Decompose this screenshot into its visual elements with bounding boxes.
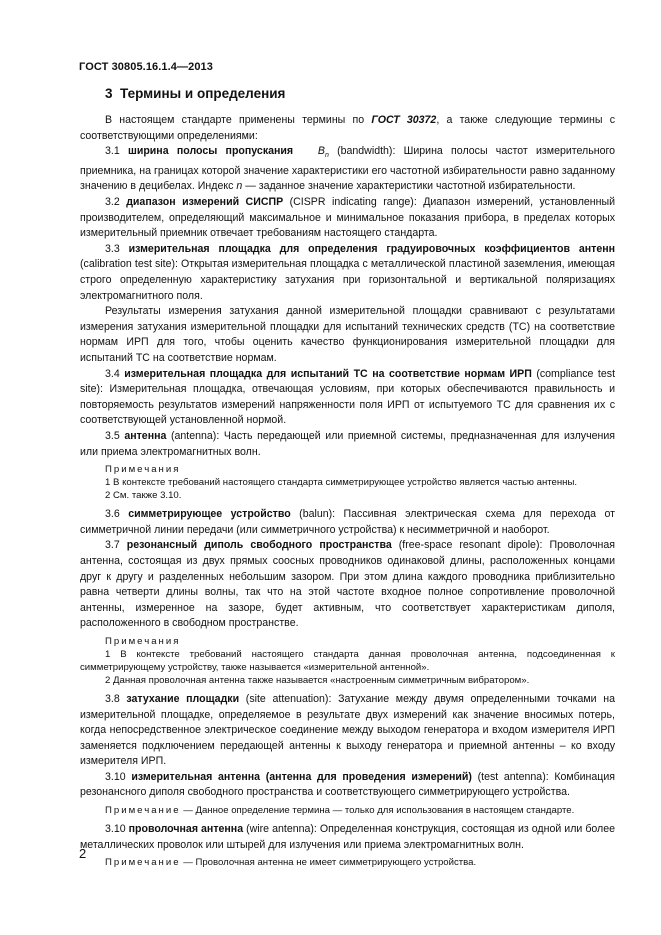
note-item: Примечание — Проволочная антенна не имеет симметрирующего устройства. (105, 857, 477, 869)
term-name: измерительная площадка для определения градуировочных коэффициентов антенн (128, 242, 616, 255)
note-block-d (80, 856, 615, 869)
term-3-7: 3.7 резонансный диполь свободного пространства (free-space resonant dipole): Проволочная антенна, состоящая из двух прямых соосных проводников одинаковой длины, расположенных концами друг к другу и разделенных небольшим зазором. При этом длина каждого проводника приблизительно равна четверти длины волны, так что на этой частоте входное полное сопротивление проволочной антенны, измеренное на зазоре, будет активным, что соответствует характеристикам диполя, расположенного в свободном пространстве. (80, 539, 615, 630)
section-title (105, 86, 285, 102)
term-name: диапазон измерений СИСПР (126, 196, 284, 209)
term-3-10-test-antenna: 3.10 измерительная антенна (антенна для проведения измерений) (test antenna): Комбинация резонансного диполя свободного пространства и соответствующего симметрирующего устройства. (80, 770, 616, 799)
notes-heading: Примечания (105, 635, 181, 647)
note-item: 1 В контексте требований настоящего стандарта симметрирующее устройство является частью антенны. (105, 477, 578, 489)
intro-paragraph: В настоящем стандарте применены термины по ГОСТ 30372, а также следующие термины с соответствующими определениями: (80, 114, 615, 142)
term-name: резонансный диполь свободного пространства (126, 539, 392, 552)
note-block-c (80, 804, 615, 817)
term-name: проволочная антенна (128, 823, 244, 836)
notes-block-a (80, 463, 615, 502)
term-3-4: 3.4 измерительная площадка для испытаний ТС на соответствие нормам ИРП (compliance test site): Измерительная площадка, отвечающая условиям, при которых обеспечиваются правильность и повторяемость результатов измерений напряженности поля ИРП от испытуемого ТС для сравнения их с соответствующей установленной нормой. (80, 367, 616, 427)
notes-block-b (80, 635, 615, 687)
term-name: антенна (124, 429, 167, 442)
term-name: симметрирующее устройство (128, 508, 291, 521)
standard-reference: ГОСТ 30372 (371, 114, 437, 126)
note-item: 2 См. также 3.10. (105, 490, 182, 502)
term-3-10-wire-antenna: 3.10 проволочная антенна (wire antenna): Определенная конструкция, состоящая из одной или более металлических проволок или штырей для излучения или приема электромагнитных волн. (80, 823, 616, 851)
section-number: 3 (105, 86, 113, 101)
term-3-6: 3.6 симметрирующее устройство (balun): Пассивная электрическая схема для перехода от симметричной линии передачи (или симметричного устройства) к несимметричной и наоборот. (80, 508, 615, 536)
document-header: ГОСТ 30805.16.1.4—2013 (79, 61, 213, 73)
section-title-text: Термины и определения (120, 86, 286, 101)
note-item: 2 Данная проволочная антенна также называется «настроенным симметричным вибратором». (105, 674, 530, 686)
term-3-3: 3.3 измерительная площадка для определения градуировочных коэффициентов антенн (calibration test site): Открытая измерительная площадка с металлической пластиной заземления, имеющая строго определенную характеристику затухания при горизонтальной и вертикальной поляризациях электромагнитного поля. (80, 242, 616, 302)
note-item: Примечание — Данное определение термина — только для использования в настоящем стандарте. (105, 805, 575, 817)
term-3-3-extra: Результаты измерения затухания данной измерительной площадки сравнивают с результатами измерения затухания измерительной площадки для испытаний технических средств (ТС) на соответствие нормам ИРП для того, чтобы оценить качество функционирования измерительной площадки для испытаний ТС на соответствие нормам. (80, 305, 615, 365)
term-3-1: 3.1 ширина полосы пропускания $B_n$ (bandwidth): Ширина полосы частот измерительного приемника, на границах которой значение характеристики его частотной избирательности равно заданному значению в децибелах. Индекс n — заданное значение характеристики частотной избирательности. (80, 145, 616, 193)
term-3-8: 3.8 затухание площадки (site attenuation): Затухание между двумя определенными точками на измерительной площадке, определяемое в результате двух измерений как значение вносимых потерь, когда непосредственное электрическое соединение между выходом генератора и входом измерителя ИРП заменяется подключением передающей антенны к выходу генератора и приемной антенны – ко входу измерителя ИРП. (80, 692, 615, 768)
page-number: 2 (79, 846, 87, 861)
term-3-5: 3.5 антенна (antenna): Часть передающей или приемной системы, предназначенная для излучения или приема электромагнитных волн. (80, 429, 615, 458)
note-item: 1 В контексте требований настоящего стандарта данная проволочная антенна, подсоединенная к симметрирующему устройству, также называется «измерительной антенной». (80, 648, 615, 673)
term-3-2: 3.2 диапазон измерений СИСПР (CISPR indicating range): Диапазон измерений, установленный производителем, определяющий максимальное и минимальное показания прибора, в пределах которых измерительный приемник отвечает требованиям настоящего стандарта. (80, 196, 615, 240)
term-name: затухание площадки (126, 692, 240, 705)
notes-heading: Примечания (105, 464, 181, 476)
term-name: ширина полосы пропускания (127, 145, 294, 158)
term-name: измерительная антенна (антенна для проведения измерений) (131, 770, 472, 783)
term-name: измерительная площадка для испытаний ТС на соответствие нормам ИРП (124, 367, 532, 380)
document-body (80, 113, 615, 874)
